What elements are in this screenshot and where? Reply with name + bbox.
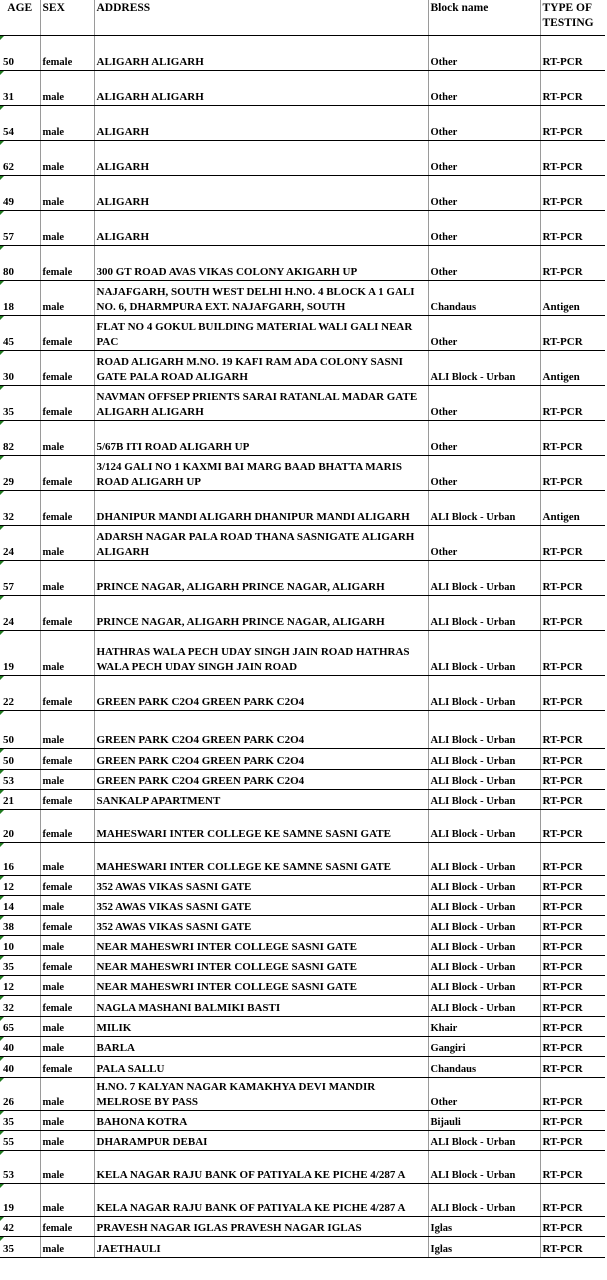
testing-type-cell: RT-PCR bbox=[540, 1077, 605, 1110]
age-cell: 45 bbox=[0, 315, 40, 350]
table-row bbox=[0, 245, 605, 280]
age-cell: 50 bbox=[0, 35, 40, 70]
address-cell: FLAT NO 4 GOKUL BUILDING MATERIAL WALI GALI NEAR PAC bbox=[94, 315, 428, 350]
testing-type-cell: RT-PCR bbox=[540, 995, 605, 1016]
sex-cell: female bbox=[40, 595, 94, 630]
block-name-cell: ALI Block - Urban bbox=[428, 1183, 540, 1216]
address-cell: BARLA bbox=[94, 1036, 428, 1056]
address-cell: ALIGARH bbox=[94, 105, 428, 140]
testing-type-cell: RT-PCR bbox=[540, 70, 605, 105]
block-name-cell: Other bbox=[428, 1077, 540, 1110]
age-cell: 40 bbox=[0, 1036, 40, 1056]
age-cell: 32 bbox=[0, 995, 40, 1016]
address-cell: KELA NAGAR RAJU BANK OF PATIYALA KE PICHE 4/287 A bbox=[94, 1183, 428, 1216]
table-row bbox=[0, 809, 605, 842]
sex-cell: female bbox=[40, 675, 94, 710]
address-cell: ADARSH NAGAR PALA ROAD THANA SASNIGATE ALIGARH ALIGARH bbox=[94, 525, 428, 560]
testing-type-cell: RT-PCR bbox=[540, 560, 605, 595]
table-row bbox=[0, 455, 605, 490]
block-name-cell: ALI Block - Urban bbox=[428, 350, 540, 385]
sex-cell: male bbox=[40, 525, 94, 560]
address-cell: ALIGARH bbox=[94, 175, 428, 210]
sex-cell: male bbox=[40, 210, 94, 245]
table-row bbox=[0, 420, 605, 455]
block-name-cell: ALI Block - Urban bbox=[428, 748, 540, 769]
testing-type-cell: RT-PCR bbox=[540, 245, 605, 280]
table-row bbox=[0, 1056, 605, 1077]
table-row bbox=[0, 315, 605, 350]
block-name-cell: Other bbox=[428, 315, 540, 350]
age-cell: 29 bbox=[0, 455, 40, 490]
address-cell: PRINCE NAGAR, ALIGARH PRINCE NAGAR, ALIGARH bbox=[94, 560, 428, 595]
sex-cell: female bbox=[40, 875, 94, 895]
sex-cell: female bbox=[40, 455, 94, 490]
block-name-cell: Other bbox=[428, 525, 540, 560]
block-name-cell: ALI Block - Urban bbox=[428, 789, 540, 809]
block-name-cell: Other bbox=[428, 105, 540, 140]
testing-type-cell: RT-PCR bbox=[540, 35, 605, 70]
table-row bbox=[0, 875, 605, 895]
age-cell: 14 bbox=[0, 895, 40, 915]
table-row bbox=[0, 1150, 605, 1183]
table-row bbox=[0, 140, 605, 175]
age-cell: 40 bbox=[0, 1056, 40, 1077]
age-cell: 80 bbox=[0, 245, 40, 280]
sex-cell: male bbox=[40, 70, 94, 105]
block-name-cell: Other bbox=[428, 385, 540, 420]
address-cell: KELA NAGAR RAJU BANK OF PATIYALA KE PICHE 4/287 A bbox=[94, 1150, 428, 1183]
table-row bbox=[0, 1036, 605, 1056]
address-cell: NEAR MAHESWRI INTER COLLEGE SASNI GATE bbox=[94, 955, 428, 975]
header-row bbox=[0, 0, 605, 35]
block-name-cell: ALI Block - Urban bbox=[428, 875, 540, 895]
sex-cell: male bbox=[40, 975, 94, 995]
table-row bbox=[0, 955, 605, 975]
table-row bbox=[0, 842, 605, 875]
address-cell: 352 AWAS VIKAS SASNI GATE bbox=[94, 915, 428, 935]
age-cell: 35 bbox=[0, 1236, 40, 1257]
testing-type-cell: RT-PCR bbox=[540, 710, 605, 748]
sex-cell: male bbox=[40, 1183, 94, 1216]
block-name-cell: ALI Block - Urban bbox=[428, 935, 540, 955]
sex-cell: female bbox=[40, 350, 94, 385]
age-cell: 19 bbox=[0, 1183, 40, 1216]
table-row bbox=[0, 975, 605, 995]
table-row bbox=[0, 1236, 605, 1257]
header-age: AGE bbox=[0, 0, 40, 35]
age-cell: 31 bbox=[0, 70, 40, 105]
testing-type-cell: RT-PCR bbox=[540, 955, 605, 975]
table-row bbox=[0, 895, 605, 915]
age-cell: 53 bbox=[0, 1150, 40, 1183]
testing-type-cell: RT-PCR bbox=[540, 1236, 605, 1257]
age-cell: 53 bbox=[0, 769, 40, 789]
table-row bbox=[0, 1016, 605, 1036]
address-cell: NAJAFGARH, SOUTH WEST DELHI H.NO. 4 BLOCK A 1 GALI NO. 6, DHARMPURA EXT. NAJAFGARH, SOUTH bbox=[94, 280, 428, 315]
age-cell: 57 bbox=[0, 560, 40, 595]
sex-cell: male bbox=[40, 1036, 94, 1056]
table-row bbox=[0, 915, 605, 935]
block-name-cell: ALI Block - Urban bbox=[428, 975, 540, 995]
address-cell: HATHRAS WALA PECH UDAY SINGH JAIN ROAD HATHRAS WALA PECH UDAY SINGH JAIN ROAD bbox=[94, 630, 428, 675]
testing-type-cell: Antigen bbox=[540, 490, 605, 525]
sex-cell: female bbox=[40, 490, 94, 525]
table-row bbox=[0, 995, 605, 1016]
sex-cell: male bbox=[40, 280, 94, 315]
table-row bbox=[0, 490, 605, 525]
testing-type-cell: RT-PCR bbox=[540, 420, 605, 455]
table-row bbox=[0, 560, 605, 595]
address-cell: ALIGARH bbox=[94, 210, 428, 245]
age-cell: 82 bbox=[0, 420, 40, 455]
table-row bbox=[0, 1130, 605, 1150]
age-cell: 57 bbox=[0, 210, 40, 245]
block-name-cell: Khair bbox=[428, 1016, 540, 1036]
block-name-cell: ALI Block - Urban bbox=[428, 769, 540, 789]
address-cell: JAETHAULI bbox=[94, 1236, 428, 1257]
table-row bbox=[0, 748, 605, 769]
block-name-cell: ALI Block - Urban bbox=[428, 630, 540, 675]
table-row bbox=[0, 789, 605, 809]
sex-cell: male bbox=[40, 842, 94, 875]
address-cell: SANKALP APARTMENT bbox=[94, 789, 428, 809]
age-cell: 22 bbox=[0, 675, 40, 710]
address-cell: GREEN PARK C2O4 GREEN PARK C2O4 bbox=[94, 710, 428, 748]
table-row bbox=[0, 105, 605, 140]
age-cell: 20 bbox=[0, 809, 40, 842]
age-cell: 16 bbox=[0, 842, 40, 875]
block-name-cell: Other bbox=[428, 175, 540, 210]
address-cell: ROAD ALIGARH M.NO. 19 KAFI RAM ADA COLONY SASNI GATE PALA ROAD ALIGARH bbox=[94, 350, 428, 385]
age-cell: 18 bbox=[0, 280, 40, 315]
block-name-cell: Other bbox=[428, 140, 540, 175]
table-row bbox=[0, 935, 605, 955]
sex-cell: male bbox=[40, 1077, 94, 1110]
testing-type-cell: RT-PCR bbox=[540, 875, 605, 895]
sex-cell: male bbox=[40, 1236, 94, 1257]
address-cell: MAHESWARI INTER COLLEGE KE SAMNE SASNI GATE bbox=[94, 842, 428, 875]
testing-type-cell: RT-PCR bbox=[540, 895, 605, 915]
block-name-cell: Other bbox=[428, 70, 540, 105]
age-cell: 55 bbox=[0, 1130, 40, 1150]
address-cell: 352 AWAS VIKAS SASNI GATE bbox=[94, 895, 428, 915]
testing-type-cell: RT-PCR bbox=[540, 1036, 605, 1056]
table-row bbox=[0, 385, 605, 420]
testing-type-cell: Antigen bbox=[540, 280, 605, 315]
testing-type-cell: RT-PCR bbox=[540, 210, 605, 245]
sex-cell: male bbox=[40, 420, 94, 455]
block-name-cell: Chandaus bbox=[428, 1056, 540, 1077]
sex-cell: female bbox=[40, 245, 94, 280]
sex-cell: male bbox=[40, 769, 94, 789]
block-name-cell: Iglas bbox=[428, 1236, 540, 1257]
header-block-name: Block name bbox=[428, 0, 540, 35]
table-row bbox=[0, 525, 605, 560]
age-cell: 30 bbox=[0, 350, 40, 385]
block-name-cell: Other bbox=[428, 245, 540, 280]
sex-cell: male bbox=[40, 1016, 94, 1036]
address-cell: PRAVESH NAGAR IGLAS PRAVESH NAGAR IGLAS bbox=[94, 1216, 428, 1236]
block-name-cell: Iglas bbox=[428, 1216, 540, 1236]
testing-type-cell: RT-PCR bbox=[540, 175, 605, 210]
age-cell: 35 bbox=[0, 385, 40, 420]
age-cell: 54 bbox=[0, 105, 40, 140]
block-name-cell: Other bbox=[428, 35, 540, 70]
block-name-cell: ALI Block - Urban bbox=[428, 710, 540, 748]
table-row bbox=[0, 210, 605, 245]
age-cell: 65 bbox=[0, 1016, 40, 1036]
block-name-cell: ALI Block - Urban bbox=[428, 915, 540, 935]
address-cell: BAHONA KOTRA bbox=[94, 1110, 428, 1130]
block-name-cell: Chandaus bbox=[428, 280, 540, 315]
header-sex: SEX bbox=[40, 0, 94, 35]
address-cell: MAHESWARI INTER COLLEGE KE SAMNE SASNI GATE bbox=[94, 809, 428, 842]
sex-cell: male bbox=[40, 1110, 94, 1130]
age-cell: 62 bbox=[0, 140, 40, 175]
testing-type-cell: RT-PCR bbox=[540, 140, 605, 175]
age-cell: 12 bbox=[0, 875, 40, 895]
sex-cell: male bbox=[40, 175, 94, 210]
block-name-cell: Other bbox=[428, 455, 540, 490]
testing-type-cell: RT-PCR bbox=[540, 748, 605, 769]
testing-type-cell: RT-PCR bbox=[540, 1150, 605, 1183]
table-body bbox=[0, 35, 605, 1257]
block-name-cell: ALI Block - Urban bbox=[428, 560, 540, 595]
testing-type-cell: RT-PCR bbox=[540, 595, 605, 630]
block-name-cell: ALI Block - Urban bbox=[428, 995, 540, 1016]
testing-type-cell: RT-PCR bbox=[540, 1216, 605, 1236]
age-cell: 26 bbox=[0, 1077, 40, 1110]
age-cell: 38 bbox=[0, 915, 40, 935]
address-cell: 300 GT ROAD AVAS VIKAS COLONY AKIGARH UP bbox=[94, 245, 428, 280]
table-row bbox=[0, 595, 605, 630]
block-name-cell: ALI Block - Urban bbox=[428, 809, 540, 842]
block-name-cell: Other bbox=[428, 210, 540, 245]
testing-type-cell: RT-PCR bbox=[540, 105, 605, 140]
age-cell: 12 bbox=[0, 975, 40, 995]
address-cell: GREEN PARK C2O4 GREEN PARK C2O4 bbox=[94, 675, 428, 710]
header-type-of-testing: TYPE OF TESTING bbox=[540, 0, 605, 35]
age-cell: 49 bbox=[0, 175, 40, 210]
testing-type-cell: RT-PCR bbox=[540, 789, 605, 809]
sex-cell: male bbox=[40, 935, 94, 955]
testing-type-cell: RT-PCR bbox=[540, 1016, 605, 1036]
address-cell: NAVMAN OFFSEP PRIENTS SARAI RATANLAL MADAR GATE ALIGARH ALIGARH bbox=[94, 385, 428, 420]
table-row bbox=[0, 35, 605, 70]
table-row bbox=[0, 280, 605, 315]
testing-type-cell: RT-PCR bbox=[540, 525, 605, 560]
address-cell: NEAR MAHESWRI INTER COLLEGE SASNI GATE bbox=[94, 935, 428, 955]
table-row bbox=[0, 1077, 605, 1110]
address-cell: MILIK bbox=[94, 1016, 428, 1036]
address-cell: 3/124 GALI NO 1 KAXMI BAI MARG BAAD BHATTA MARIS ROAD ALIGARH UP bbox=[94, 455, 428, 490]
testing-type-cell: RT-PCR bbox=[540, 915, 605, 935]
address-cell: NAGLA MASHANI BALMIKI BASTI bbox=[94, 995, 428, 1016]
testing-type-cell: RT-PCR bbox=[540, 842, 605, 875]
block-name-cell: ALI Block - Urban bbox=[428, 490, 540, 525]
age-cell: 24 bbox=[0, 595, 40, 630]
table-row bbox=[0, 769, 605, 789]
address-cell: PRINCE NAGAR, ALIGARH PRINCE NAGAR, ALIGARH bbox=[94, 595, 428, 630]
header-address: ADDRESS bbox=[94, 0, 428, 35]
testing-type-cell: RT-PCR bbox=[540, 1110, 605, 1130]
table-row bbox=[0, 675, 605, 710]
sex-cell: female bbox=[40, 385, 94, 420]
sex-cell: male bbox=[40, 1130, 94, 1150]
age-cell: 35 bbox=[0, 1110, 40, 1130]
testing-type-cell: RT-PCR bbox=[540, 455, 605, 490]
age-cell: 50 bbox=[0, 710, 40, 748]
sex-cell: female bbox=[40, 789, 94, 809]
sex-cell: female bbox=[40, 35, 94, 70]
table-row bbox=[0, 70, 605, 105]
block-name-cell: Other bbox=[428, 420, 540, 455]
table-row bbox=[0, 175, 605, 210]
block-name-cell: ALI Block - Urban bbox=[428, 895, 540, 915]
sex-cell: female bbox=[40, 915, 94, 935]
sex-cell: female bbox=[40, 809, 94, 842]
sex-cell: female bbox=[40, 1216, 94, 1236]
table-row bbox=[0, 1216, 605, 1236]
sex-cell: male bbox=[40, 560, 94, 595]
sex-cell: female bbox=[40, 995, 94, 1016]
testing-type-cell: RT-PCR bbox=[540, 1056, 605, 1077]
age-cell: 32 bbox=[0, 490, 40, 525]
sex-cell: male bbox=[40, 1150, 94, 1183]
testing-type-cell: RT-PCR bbox=[540, 630, 605, 675]
testing-type-cell: RT-PCR bbox=[540, 1183, 605, 1216]
sex-cell: female bbox=[40, 315, 94, 350]
sex-cell: male bbox=[40, 140, 94, 175]
address-cell: ALIGARH ALIGARH bbox=[94, 35, 428, 70]
age-cell: 35 bbox=[0, 955, 40, 975]
sex-cell: female bbox=[40, 1056, 94, 1077]
address-cell: ALIGARH bbox=[94, 140, 428, 175]
address-cell: DHARAMPUR DEBAI bbox=[94, 1130, 428, 1150]
sex-cell: female bbox=[40, 748, 94, 769]
block-name-cell: Bijauli bbox=[428, 1110, 540, 1130]
block-name-cell: ALI Block - Urban bbox=[428, 675, 540, 710]
age-cell: 21 bbox=[0, 789, 40, 809]
testing-type-cell: RT-PCR bbox=[540, 809, 605, 842]
sex-cell: male bbox=[40, 710, 94, 748]
testing-type-cell: RT-PCR bbox=[540, 315, 605, 350]
address-cell: H.NO. 7 KALYAN NAGAR KAMAKHYA DEVI MANDIR MELROSE BY PASS bbox=[94, 1077, 428, 1110]
testing-type-cell: RT-PCR bbox=[540, 769, 605, 789]
address-cell: 352 AWAS VIKAS SASNI GATE bbox=[94, 875, 428, 895]
sex-cell: female bbox=[40, 955, 94, 975]
testing-type-cell: RT-PCR bbox=[540, 975, 605, 995]
testing-type-cell: Antigen bbox=[540, 350, 605, 385]
block-name-cell: ALI Block - Urban bbox=[428, 595, 540, 630]
testing-type-cell: RT-PCR bbox=[540, 675, 605, 710]
address-cell: ALIGARH ALIGARH bbox=[94, 70, 428, 105]
age-cell: 10 bbox=[0, 935, 40, 955]
address-cell: GREEN PARK C2O4 GREEN PARK C2O4 bbox=[94, 769, 428, 789]
age-cell: 42 bbox=[0, 1216, 40, 1236]
address-cell: PALA SALLU bbox=[94, 1056, 428, 1077]
table-row bbox=[0, 1183, 605, 1216]
block-name-cell: Gangiri bbox=[428, 1036, 540, 1056]
address-cell: GREEN PARK C2O4 GREEN PARK C2O4 bbox=[94, 748, 428, 769]
age-cell: 24 bbox=[0, 525, 40, 560]
block-name-cell: ALI Block - Urban bbox=[428, 1130, 540, 1150]
testing-type-cell: RT-PCR bbox=[540, 935, 605, 955]
block-name-cell: ALI Block - Urban bbox=[428, 1150, 540, 1183]
testing-type-cell: RT-PCR bbox=[540, 1130, 605, 1150]
table-row bbox=[0, 710, 605, 748]
sex-cell: male bbox=[40, 630, 94, 675]
table-row bbox=[0, 350, 605, 385]
block-name-cell: ALI Block - Urban bbox=[428, 842, 540, 875]
age-cell: 19 bbox=[0, 630, 40, 675]
address-cell: NEAR MAHESWRI INTER COLLEGE SASNI GATE bbox=[94, 975, 428, 995]
address-cell: DHANIPUR MANDI ALIGARH DHANIPUR MANDI ALIGARH bbox=[94, 490, 428, 525]
table-row bbox=[0, 630, 605, 675]
address-cell: 5/67B ITI ROAD ALIGARH UP bbox=[94, 420, 428, 455]
testing-type-cell: RT-PCR bbox=[540, 385, 605, 420]
table-row bbox=[0, 1110, 605, 1130]
block-name-cell: ALI Block - Urban bbox=[428, 955, 540, 975]
age-cell: 50 bbox=[0, 748, 40, 769]
sex-cell: male bbox=[40, 105, 94, 140]
sex-cell: male bbox=[40, 895, 94, 915]
